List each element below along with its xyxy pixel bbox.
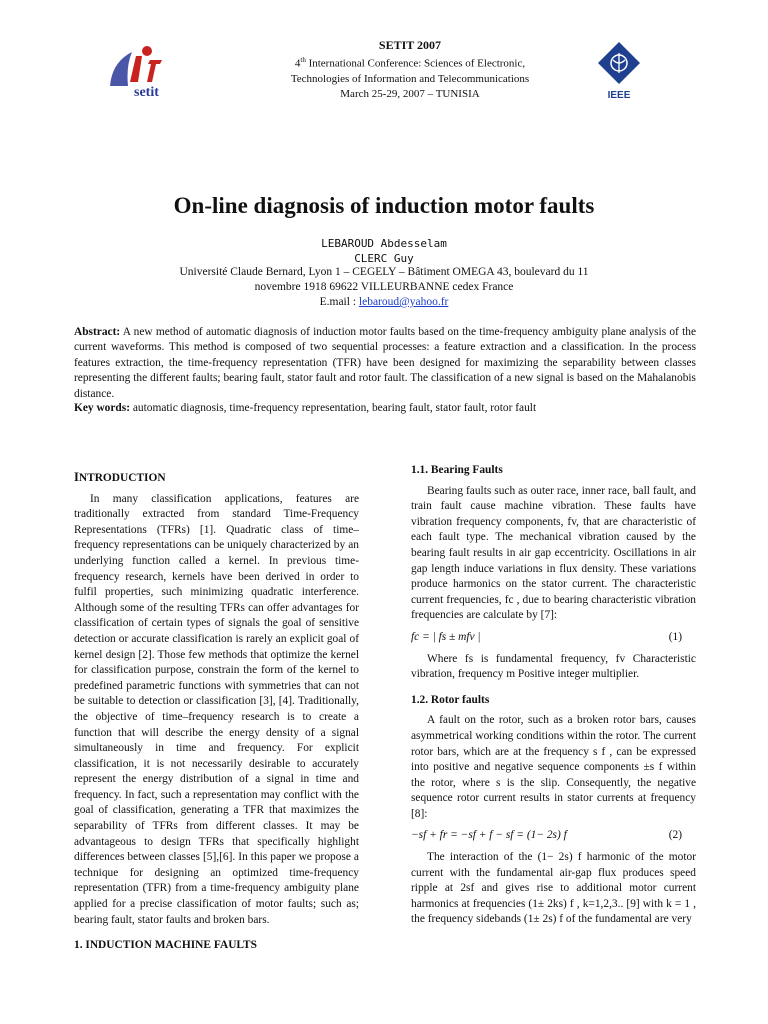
setit-logo-text: setit	[134, 85, 159, 98]
affiliation-line-1: Université Claude Bernard, Lyon 1 – CEGELY – Bâtiment OMEGA 43, boulevard du 11	[179, 266, 589, 278]
email-line	[0, 296, 768, 308]
equation-2-number: (2)	[668, 829, 682, 842]
keywords-text: automatic diagnosis, time-frequency representation, bearing fault, stator fault, rotor fault	[130, 402, 537, 414]
rotor-faults-heading: 1.2. Rotor faults	[411, 693, 490, 706]
email-link[interactable]: lebaroud@yahoo.fr	[358, 296, 449, 308]
affiliation-line-2: novembre 1918 69622 VILLEURBANNE cedex France	[254, 281, 514, 293]
section-1-heading: 1. INDUCTION MACHINE FAULTS	[74, 939, 257, 952]
conference-line-1: 4th International Conference: Sciences of Electronic,	[294, 56, 526, 70]
bearing-faults-heading: 1.1. Bearing Faults	[411, 464, 503, 476]
equation-2	[411, 828, 696, 844]
introduction-text: In many classification applications, features are traditionally extracted from standard Time-Frequency Representations (TFRs) [1]. Quadratic class of time–frequency representations can be uniquely characterized by an underlying function called a kernel. In previous time-frequency research, kernels have been derived in order to fulfil properties, such minimizing quadratic interference. Although some of the resulting TFRs can offer advantages for classification of certain types of signals the goal of sensitive detection or accurate classification is rarely an explicit goal of kernel design [2]. Those few methods that optimize the kernel for classification purpose, constrain the form of the kernel to predefined parametric functions with symmetries that can not be suitable to detection or classification [3], [4]. Traditionally, the objective of time–frequency research is to create a function that will describe the energy density of a signal simultaneously in time and frequency. For explicit classification, it is not necessarily desirable to accurately represent the energy distribution of a signal in time and frequency. In fact, such a representation may conflict with the goal of classification, generating a TFR that maximizes the separability of TFRs from different classes. It may be advantageous to design TFRs that specifically highlight differences between classes [5],[6]. In this paper we propose a technique for designing an optimized time-frequency representation (TFR) from a time-frequency ambiguity plane applied for a precise classification of motor faults; such as; bearing fault, stator faults and broken bars.	[74, 492, 359, 926]
conference-line-2: Technologies of Information and Telecommunications	[290, 72, 530, 85]
introduction-heading: INTRODUCTION	[74, 470, 166, 484]
keywords-label: Key words:	[74, 402, 130, 414]
rotor-faults-text: A fault on the rotor, such as a broken rotor bars, causes asymmetrical working conditions within the rotor. The current rotor bars, which are at the frequency s f , can be expressed into positive and negative sequence components ±s f within the rotor, where s is the slip. Consequently, the negative sequence rotor current results in stator currents at frequency [8]:	[411, 714, 696, 820]
equation-2-formula: −sf + fr = −sf + f − sf = (1− 2s) f	[411, 829, 567, 842]
right-column	[411, 463, 696, 928]
ieee-logo-text: IEEE	[607, 90, 631, 101]
left-column	[74, 470, 359, 959]
ieee-logo	[596, 40, 642, 102]
conference-header	[200, 38, 620, 102]
abstract	[74, 325, 696, 402]
abstract-label: Abstract:	[74, 326, 121, 338]
abstract-text: A new method of automatic diagnosis of induction motor faults based on the time-frequency ambiguity plane analysis of the current waveforms. This method is composed of two sequential processes: a feature extraction and a classification. In the process features extraction, the time-frequency representation (TFR) have been designed for maximizing the separability between classes representing the different faults; bearing fault, stator fault and rotor fault. The classification of a new signal is based on the Mahalanobis distance.	[74, 326, 696, 400]
equation-1-number: (1)	[668, 630, 682, 643]
keywords	[74, 401, 696, 416]
bearing-faults-text: Bearing faults such as outer race, inner race, ball fault, and train fault cause machine vibration. These faults have vibration frequency components, fv, that are characteristic of each fault type. The mechanical vibration caused by the bearing fault results in air gap eccentricity. Oscillations in air gap length induce variations in flux density. These variations produce harmonics on the stator current. The characteristic current frequencies, fc , due to bearing characteristic vibration frequencies are calculate by [7]:	[411, 484, 696, 622]
paper-title: On-line diagnosis of induction motor faults	[173, 193, 595, 218]
author-1: LEBAROUD Abdesselam	[321, 237, 447, 250]
equation-1-formula: fc = | fs ± mfv |	[411, 630, 481, 643]
conference-dates: March 25-29, 2007 – TUNISIA	[340, 87, 480, 100]
email-label: E.mail :	[319, 296, 359, 308]
interaction-text: The interaction of the (1− 2s) f harmonic of the motor current with the fundamental air-gap flux produces speed ripple at 2sf and gives rise to additional motor current harmonics at frequencies (1± 2ks) f , k=1,2,3.. [9] with k = 1 , the frequency sidebands (1± 2s) f of the fundamental are very	[411, 851, 696, 926]
equation-1	[411, 630, 696, 646]
conference-name: SETIT 2007	[378, 38, 442, 52]
setit-logo	[102, 42, 184, 98]
where-text: Where fs is fundamental frequency, fv Characteristic vibration, frequency m Positive integer multiplier.	[411, 652, 696, 681]
author-2: CLERC Guy	[354, 252, 414, 265]
